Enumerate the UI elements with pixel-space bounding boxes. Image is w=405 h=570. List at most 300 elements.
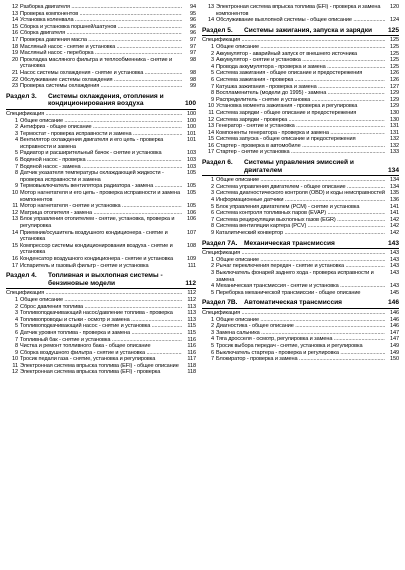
entry-number: 11 bbox=[12, 203, 18, 210]
entry-page-number: 143 bbox=[389, 283, 399, 290]
toc-entry bbox=[6, 77, 196, 84]
section-heading bbox=[202, 27, 399, 35]
toc-entry bbox=[202, 177, 399, 184]
toc-entry bbox=[202, 4, 399, 17]
entry-page-number: 147 bbox=[389, 329, 399, 336]
entry-title: Сборка и установка поршней/шатунов ..... bbox=[20, 24, 182, 31]
toc-entry bbox=[202, 323, 399, 330]
section-divider bbox=[202, 248, 399, 249]
toc-entry bbox=[6, 263, 196, 270]
entry-number: 4 bbox=[210, 63, 214, 70]
entry-title: Установка момента зажигания - проверка и регулировка bbox=[216, 103, 358, 110]
entry-title: Спецификация ..... bbox=[6, 111, 182, 118]
entry-title: Переборка механической трансмиссии - общее описание bbox=[216, 289, 361, 296]
entry-page-number: 150 bbox=[389, 356, 399, 363]
entry-page-number: 126 bbox=[389, 70, 399, 77]
toc-entry bbox=[6, 317, 196, 324]
toc-entry bbox=[6, 290, 196, 297]
entry-page-number: 124 bbox=[389, 17, 399, 24]
entry-page-number: 118 bbox=[187, 369, 196, 376]
entry-title: Система запуска - общее описание и предостережения bbox=[216, 136, 356, 143]
toc-entry bbox=[202, 210, 399, 217]
entry-title: Спецификация ..... bbox=[6, 290, 182, 297]
entry-page-number: 132 bbox=[389, 136, 399, 143]
entry-page-number: 113 bbox=[187, 310, 196, 317]
toc-entry bbox=[202, 356, 399, 363]
entry-title: Общее описание ..... bbox=[216, 317, 385, 324]
section-title: Автоматическая трансмиссия bbox=[244, 299, 343, 307]
toc-entry bbox=[202, 257, 399, 264]
entry-page-number: 101 bbox=[186, 130, 196, 137]
entry-page-number: 135 bbox=[389, 190, 399, 197]
entry-title: Термостат - проверка исправности и замена ..... bbox=[20, 131, 182, 138]
toc-entry bbox=[202, 290, 399, 297]
section-title: Топливная и выхлопная системы - бензиновые модели bbox=[48, 272, 163, 287]
entry-page-number: 129 bbox=[389, 96, 399, 103]
toc-entry bbox=[202, 103, 399, 110]
entry-number: 14 bbox=[207, 17, 214, 24]
toc-entry bbox=[202, 336, 399, 343]
toc-entry bbox=[6, 170, 196, 183]
toc-entry bbox=[202, 310, 399, 317]
entry-page-number: 129 bbox=[389, 103, 399, 110]
toc-entry bbox=[202, 197, 399, 204]
entry-number: 12 bbox=[11, 4, 18, 10]
entry-number: 13 bbox=[11, 10, 18, 17]
section-title: Системы охлаждения, отопления и кондиционирования воздуха bbox=[48, 92, 164, 108]
entry-page-number: 143 bbox=[389, 269, 399, 276]
entry-number: 9 bbox=[210, 96, 214, 103]
entry-title: Датчик указателя температуры охлаждающей жидкости - проверка исправности и замена bbox=[20, 170, 164, 183]
entry-page-number: 97 bbox=[189, 43, 196, 50]
entry-number: 1 bbox=[14, 296, 18, 303]
entry-title: Воспламенитель (модели до 1995) - замена ..... bbox=[216, 90, 385, 97]
toc-entry bbox=[6, 157, 196, 164]
entry-page-number: 134 bbox=[389, 177, 399, 184]
entry-number: 4 bbox=[210, 336, 214, 343]
entry-title: Прокладка масляного фильтра и теплообменника - снятие и установка bbox=[20, 56, 173, 70]
toc-entry bbox=[202, 350, 399, 357]
entry-number: 6 bbox=[14, 157, 18, 164]
entry-title: Замена сальника ..... bbox=[216, 330, 385, 337]
entry-title: Конденсатор воздушного кондиционера - снятие и установка bbox=[20, 255, 173, 262]
entry-title: Общее описание ..... bbox=[216, 177, 385, 184]
section-divider bbox=[202, 35, 399, 36]
entry-number: 6 bbox=[14, 329, 18, 336]
entry-page-number: 96 bbox=[189, 17, 196, 24]
entry-page-number: 97 bbox=[189, 36, 196, 43]
entry-number: 1 bbox=[14, 117, 18, 124]
entry-title: Сборка двигателя ..... bbox=[20, 30, 182, 37]
entry-title: Выключатель фонарей заднего хода - проверка исправности и замена bbox=[216, 269, 374, 283]
entry-page-number: 149 bbox=[389, 342, 399, 349]
entry-number: 10 bbox=[207, 103, 214, 110]
entry-number: 2 bbox=[210, 183, 214, 190]
entry-page-number: 118 bbox=[187, 362, 196, 369]
section-heading bbox=[202, 159, 399, 174]
entry-number: 13 bbox=[207, 4, 214, 10]
toc-entry bbox=[202, 330, 399, 337]
entry-page-number: 147 bbox=[389, 336, 399, 343]
toc-entry bbox=[6, 256, 196, 263]
entry-number: 5 bbox=[14, 150, 18, 157]
entry-page-number: 116 bbox=[187, 336, 196, 343]
toc-entry bbox=[6, 137, 196, 150]
toc-entry bbox=[6, 50, 196, 57]
section-heading bbox=[202, 240, 399, 248]
section-number: Раздел 4. bbox=[6, 272, 37, 280]
entry-title: Генератор - снятие и установка ..... bbox=[216, 123, 385, 130]
toc-entry bbox=[6, 183, 196, 190]
section-title: Системы зажигания, запуска и зарядки bbox=[244, 26, 373, 34]
entry-title: Блок управления двигателем (PCM) - снятие и установка bbox=[216, 203, 360, 210]
entry-number: 1 bbox=[210, 316, 214, 323]
entry-title: Система рециркуляции выхлопных газов (EGR) ..... bbox=[216, 217, 385, 224]
entry-page-number: 125 bbox=[389, 50, 399, 57]
entry-number: 18 bbox=[11, 43, 18, 50]
entry-title: Механическая трансмиссия - снятие и установка ..... bbox=[216, 283, 385, 290]
entry-number: 2 bbox=[14, 303, 18, 310]
toc-entry bbox=[202, 123, 399, 130]
toc-entry bbox=[202, 17, 399, 24]
toc-entry bbox=[6, 356, 196, 363]
entry-number: 14 bbox=[207, 129, 214, 136]
entry-number: 17 bbox=[207, 149, 214, 156]
section-page-number: 112 bbox=[185, 279, 196, 287]
entry-number: 3 bbox=[210, 329, 214, 336]
entry-title: Топливоподкачивающий насос - снятие и установка ..... bbox=[20, 323, 182, 330]
entry-title: Общее описание ..... bbox=[20, 297, 182, 304]
entry-number: 4 bbox=[14, 316, 18, 323]
entry-number: 9 bbox=[210, 230, 214, 236]
entry-title: Водяной насос - замена ..... bbox=[20, 164, 182, 171]
entry-page-number: 132 bbox=[389, 142, 399, 149]
entry-title: Рычаг переключения передач - снятие и установка ..... bbox=[216, 263, 385, 270]
entry-page-number: 125 bbox=[389, 43, 399, 50]
entry-title: Масляный насос - переборка ..... bbox=[20, 50, 182, 57]
entry-page-number: 130 bbox=[389, 109, 399, 116]
entry-title: Приемник/осушитель воздушного кондиционера - снятие и установка bbox=[20, 229, 168, 243]
entry-title: Система зажигания - общее описание и предостережения bbox=[216, 70, 363, 77]
entry-title: Система управления двигателем - общее описание ..... bbox=[216, 184, 385, 191]
entry-page-number: 98 bbox=[189, 69, 196, 76]
entry-page-number: 100 bbox=[186, 110, 196, 117]
toc-column-left bbox=[6, 4, 196, 570]
entry-page-number: 105 bbox=[186, 170, 196, 177]
entry-page-number: 105 bbox=[186, 203, 196, 210]
toc-entry bbox=[202, 136, 399, 143]
entry-page-number: 113 bbox=[187, 316, 196, 323]
toc-entry bbox=[202, 64, 399, 71]
entry-title: Топливопроводы и стыки - осмотр и замена ..... bbox=[20, 317, 182, 324]
entry-number: 2 bbox=[210, 50, 214, 57]
entry-page-number: 131 bbox=[389, 129, 399, 136]
toc-entry bbox=[202, 44, 399, 51]
entry-page-number: 125 bbox=[389, 37, 399, 44]
entry-page-number: 142 bbox=[389, 216, 399, 223]
entry-number: 3 bbox=[14, 310, 18, 317]
entry-number: 15 bbox=[11, 242, 18, 249]
entry-number: 7 bbox=[14, 163, 18, 170]
entry-title: Блок управления отопителем - снятие, установка, проверка и регулировка bbox=[20, 216, 175, 229]
entry-page-number: 113 bbox=[187, 303, 196, 310]
section-number: Раздел 3. bbox=[6, 92, 37, 100]
toc-entry bbox=[6, 83, 196, 90]
entry-number: 12 bbox=[11, 369, 18, 376]
entry-title: Термовыключатель вентилятора радиатора - замена ..... bbox=[20, 183, 182, 190]
entry-title: Катушка зажигания - проверка и замена ..... bbox=[216, 84, 385, 91]
entry-page-number: 149 bbox=[389, 349, 399, 356]
entry-number: 17 bbox=[11, 262, 18, 269]
entry-number: 21 bbox=[11, 69, 18, 76]
entry-number: 1 bbox=[210, 177, 214, 184]
entry-number: 16 bbox=[11, 255, 18, 262]
toc-entry bbox=[6, 343, 196, 350]
entry-page-number: 141 bbox=[389, 203, 399, 210]
entry-title: Антифриз - общее описание ..... bbox=[20, 124, 182, 131]
entry-number: 5 bbox=[210, 203, 214, 210]
toc-entry bbox=[6, 230, 196, 243]
entry-page-number: 125 bbox=[389, 63, 399, 70]
entry-page-number: 112 bbox=[187, 290, 196, 297]
section-page-number: 100 bbox=[184, 100, 196, 108]
entry-title: Водяной насос - проверка ..... bbox=[20, 157, 182, 164]
entry-number: 4 bbox=[210, 283, 214, 290]
entry-page-number: 103 bbox=[186, 157, 196, 164]
toc-entry bbox=[202, 70, 399, 77]
entry-page-number: 146 bbox=[389, 309, 399, 316]
entry-number: 12 bbox=[11, 209, 18, 216]
toc-entry bbox=[6, 323, 196, 330]
toc-entry bbox=[6, 118, 196, 125]
entry-number: 22 bbox=[11, 76, 18, 83]
toc-entry bbox=[6, 17, 196, 24]
entry-title: Испаритель и газовый фильтр - снятие и установка bbox=[20, 262, 149, 269]
entry-title: Каталитический конвертор ..... bbox=[216, 230, 385, 237]
entry-title: Аккумулятор - снятие и установка ..... bbox=[216, 57, 385, 64]
toc-entry bbox=[202, 97, 399, 104]
entry-number: 10 bbox=[11, 190, 18, 197]
entry-number: 6 bbox=[210, 210, 214, 217]
entry-number: 11 bbox=[208, 109, 214, 116]
entry-number: 6 bbox=[210, 349, 214, 356]
entry-page-number: 101 bbox=[186, 137, 196, 144]
toc-entry bbox=[202, 77, 399, 84]
entry-title: Распределитель - снятие и установка ..... bbox=[216, 97, 385, 104]
toc-entry bbox=[6, 44, 196, 51]
toc-entry bbox=[6, 11, 196, 18]
entry-title: Стартер - снятие и установка ..... bbox=[216, 149, 385, 156]
entry-page-number: 129 bbox=[389, 90, 399, 97]
entry-title: Общее описание ..... bbox=[216, 257, 385, 264]
entry-title: Насос системы охлаждения - снятие и установка ..... bbox=[20, 70, 182, 77]
section-number: Раздел 7В. bbox=[202, 299, 238, 307]
entry-page-number: 116 bbox=[187, 349, 196, 356]
toc-entry bbox=[6, 70, 196, 77]
entry-number: 20 bbox=[11, 56, 18, 63]
toc-entry bbox=[6, 203, 196, 210]
entry-number: 5 bbox=[210, 289, 214, 296]
entry-page-number: 127 bbox=[389, 83, 399, 90]
entry-number: 12 bbox=[207, 116, 214, 123]
entry-number: 23 bbox=[11, 83, 18, 90]
entry-title: Топливоподкачивающий насос/давление топлива - проверка bbox=[20, 310, 173, 317]
toc-entry bbox=[202, 57, 399, 64]
toc-entry bbox=[202, 149, 399, 156]
entry-page-number: 131 bbox=[389, 123, 399, 130]
section-divider bbox=[202, 308, 399, 309]
toc-entry bbox=[202, 190, 399, 197]
entry-title: Система зарядки - проверка ..... bbox=[216, 117, 385, 124]
entry-page-number: 112 bbox=[187, 296, 196, 303]
toc-entry bbox=[202, 84, 399, 91]
entry-page-number: 94 bbox=[189, 4, 196, 10]
toc-entry bbox=[6, 24, 196, 31]
toc-entry bbox=[6, 4, 196, 11]
toc-entry bbox=[6, 30, 196, 37]
entry-page-number: 115 bbox=[187, 323, 196, 330]
entry-number: 8 bbox=[14, 343, 18, 350]
toc-entry bbox=[202, 317, 399, 324]
entry-page-number: 98 bbox=[189, 56, 196, 63]
entry-title: Диагностика - общее описание ..... bbox=[216, 323, 385, 330]
entry-page-number: 98 bbox=[189, 76, 196, 83]
entry-number: 8 bbox=[210, 223, 214, 230]
entry-page-number: 96 bbox=[189, 30, 196, 37]
entry-title: Компрессор системы кондиционирования воздуха - снятие и установка bbox=[20, 242, 173, 256]
entry-number: 8 bbox=[14, 170, 18, 177]
toc-entry bbox=[202, 230, 399, 237]
entry-page-number: 117 bbox=[187, 356, 196, 363]
entry-page-number: 134 bbox=[389, 183, 399, 190]
section-title: Механическая трансмиссия bbox=[244, 239, 335, 247]
toc-entry bbox=[6, 111, 196, 118]
toc-entry bbox=[6, 330, 196, 337]
toc-entry bbox=[202, 204, 399, 211]
entry-number: 15 bbox=[11, 23, 18, 30]
entry-title: Масляный насос - снятие и установка ..... bbox=[20, 44, 182, 51]
entry-page-number: 111 bbox=[187, 262, 196, 269]
entry-title: Датчик уровня топлива - проверка и замена ..... bbox=[20, 330, 182, 337]
entry-page-number: 126 bbox=[389, 76, 399, 83]
entry-title: Электронная система впрыска топлива (EFI) - проверка bbox=[20, 369, 161, 376]
entry-page-number: 106 bbox=[186, 209, 196, 216]
entry-title: Аккумулятор - аварийный запуск от внешнего источника bbox=[216, 50, 358, 57]
entry-number: 7 bbox=[210, 216, 214, 223]
entry-title: Обслуживание выхлопной системы - общее описание ..... bbox=[216, 17, 385, 24]
entry-page-number: 130 bbox=[389, 116, 399, 123]
section-page-number: 125 bbox=[387, 26, 399, 34]
entry-page-number: 133 bbox=[389, 149, 399, 156]
entry-number: 3 bbox=[14, 130, 18, 137]
entry-page-number: 145 bbox=[389, 289, 399, 296]
entry-page-number: 136 bbox=[389, 197, 399, 204]
entry-number: 2 bbox=[210, 323, 214, 330]
entry-title: Электронная система впрыска топлива (EFI) - общее описание bbox=[20, 362, 179, 369]
entry-number: 10 bbox=[11, 356, 18, 363]
entry-page-number: 106 bbox=[186, 216, 196, 223]
section-number: Раздел 6. bbox=[202, 159, 233, 167]
toc-entry bbox=[6, 131, 196, 138]
entry-number: 5 bbox=[210, 342, 214, 349]
entry-number: 2 bbox=[210, 263, 214, 270]
entry-page-number: 97 bbox=[189, 50, 196, 57]
entry-title: Блокиратор - проверка и замена ..... bbox=[216, 356, 385, 363]
toc-entry bbox=[202, 110, 399, 117]
entry-title: Спецификация ..... bbox=[202, 310, 385, 317]
toc-entry bbox=[6, 57, 196, 70]
toc-entry bbox=[6, 350, 196, 357]
entry-title: Система вентиляции картера (PCV) ..... bbox=[216, 223, 385, 230]
entry-title: Сборка воздушного фильтра - снятие и установка ..... bbox=[20, 350, 182, 357]
toc-entry bbox=[202, 130, 399, 137]
entry-number: 2 bbox=[14, 124, 18, 131]
toc-entry bbox=[6, 310, 196, 317]
entry-number: 16 bbox=[207, 142, 214, 149]
section-page-number: 143 bbox=[387, 239, 399, 247]
section-divider bbox=[6, 288, 196, 289]
entry-page-number: 146 bbox=[389, 316, 399, 323]
entry-page-number: 141 bbox=[389, 210, 399, 217]
entry-number: 1 bbox=[210, 256, 214, 263]
entry-title: Общее описание ..... bbox=[20, 118, 182, 125]
entry-page-number: 142 bbox=[389, 230, 399, 236]
toc-entry bbox=[6, 297, 196, 304]
entry-title: Сброс давления топлива ..... bbox=[20, 304, 182, 311]
toc-entry bbox=[6, 190, 196, 203]
section-number: Раздел 7А. bbox=[202, 239, 238, 247]
entry-page-number: 96 bbox=[189, 23, 196, 30]
entry-page-number: 103 bbox=[186, 163, 196, 170]
entry-number: 5 bbox=[14, 323, 18, 330]
entry-number: 6 bbox=[210, 76, 214, 83]
toc-entry bbox=[6, 243, 196, 256]
entry-page-number: 120 bbox=[389, 4, 399, 10]
entry-number: 14 bbox=[11, 229, 18, 236]
entry-page-number: 105 bbox=[186, 190, 196, 197]
entry-number: 13 bbox=[11, 216, 18, 223]
section-page-number: 134 bbox=[387, 166, 399, 174]
entry-number: 11 bbox=[12, 362, 18, 369]
toc-entry bbox=[202, 263, 399, 270]
toc-entry bbox=[6, 369, 196, 376]
entry-title: Мотор нагнетателя - снятие и установка ..... bbox=[20, 203, 182, 210]
toc-entry bbox=[6, 210, 196, 217]
entry-title: Чистка и ремонт топливного бака - общее описание bbox=[20, 343, 151, 350]
entry-page-number: 143 bbox=[389, 250, 399, 257]
entry-title: Информационные датчики ..... bbox=[216, 197, 385, 204]
entry-page-number: 100 bbox=[186, 117, 196, 124]
toc-entry bbox=[6, 37, 196, 44]
entry-title: Общее описание ..... bbox=[216, 44, 385, 51]
entry-number: 3 bbox=[210, 269, 214, 276]
entry-number: 16 bbox=[11, 30, 18, 37]
toc-entry bbox=[202, 283, 399, 290]
entry-title: Провода аккумулятора - проверка и замена ..... bbox=[216, 64, 385, 71]
entry-page-number: 146 bbox=[389, 323, 399, 330]
entry-number: 8 bbox=[210, 90, 214, 97]
entry-title: Выключатель стартера - проверка и регулировка ..... bbox=[216, 350, 385, 357]
section-title: Системы управления эмиссией и двигателем bbox=[244, 159, 354, 174]
toc-entry bbox=[202, 37, 399, 44]
section-divider bbox=[6, 109, 196, 110]
entry-page-number: 100 bbox=[186, 124, 196, 131]
entry-page-number: 95 bbox=[189, 10, 196, 17]
entry-page-number: 143 bbox=[389, 256, 399, 263]
entry-number: 5 bbox=[210, 70, 214, 77]
section-divider bbox=[202, 175, 399, 176]
section-heading bbox=[202, 299, 399, 307]
